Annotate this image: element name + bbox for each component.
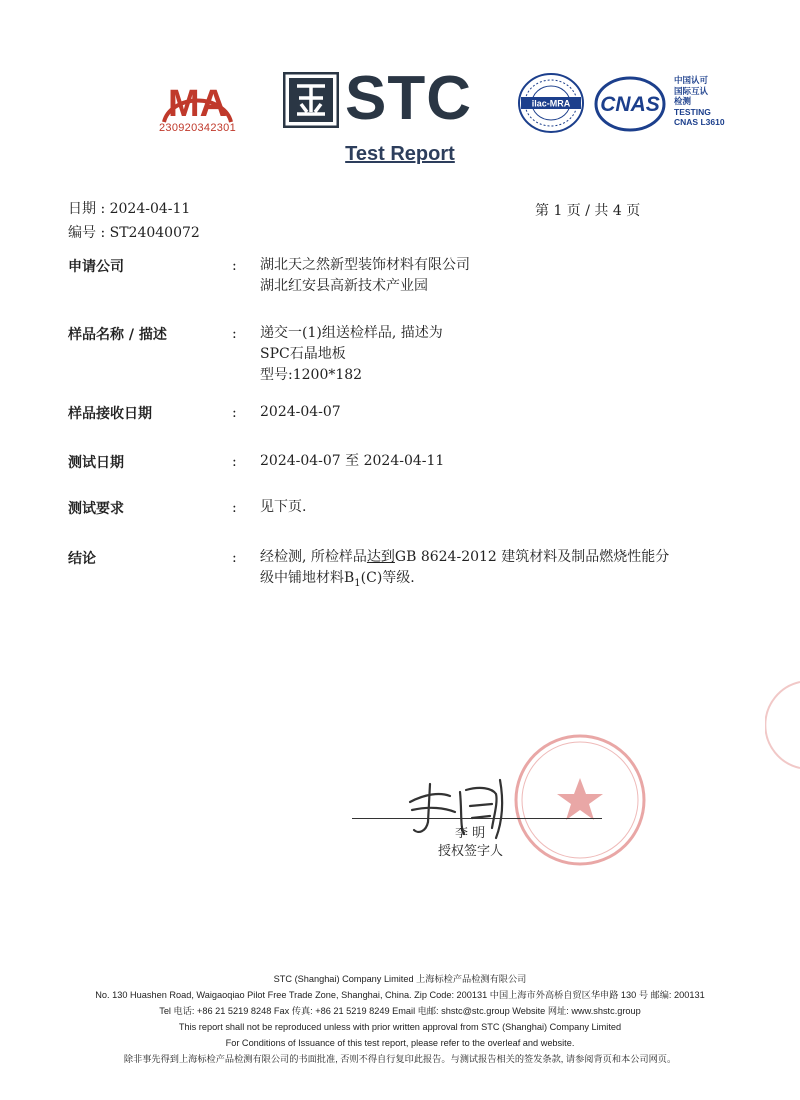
cma-logo-text: MA <box>167 83 228 125</box>
footer-chinese-notice: 除非事先得到上海标检产品检测有限公司的书面批准, 否则不得自行复印此报告。与测试报告相关的签发条款, 请参阅背页和本公司网页。 <box>123 1054 677 1064</box>
footer-contact: Tel 电话: +86 21 5219 8248 Fax 传真: +86 21 5219 8249 Email 电邮: shstc@stc.group Website 网址: www.shstc.group <box>159 1006 641 1016</box>
requirement-value: 见下页. <box>260 499 307 515</box>
page-indicator: 第 1 页 / 共 4 页 <box>535 203 641 219</box>
conclusion-line-1: 经检测, 所检样品达到GB 8624-2012 建筑材料及制品燃烧性能分 <box>260 549 670 565</box>
cnas-accreditation-text <box>674 75 725 128</box>
cma-number: 230920342301 <box>158 122 236 134</box>
requirement-colon: : <box>232 500 237 516</box>
cnas-line: TESTING <box>674 106 711 117</box>
footer-address: No. 130 Huashen Road, Waigaoqiao Pilot Free Trade Zone, Shanghai, China. Zip Code: 200131 中国上海市外高桥自贸区华申路 130 号 邮编: 200131 <box>95 990 705 1000</box>
report-date: 日期 : 2024-04-11 <box>68 201 191 217</box>
partial-seal <box>765 680 800 770</box>
sample-name: SPC石晶地板 <box>260 346 346 362</box>
sample-desc: 递交一(1)组送检样品, 描述为 <box>260 325 443 341</box>
footer <box>0 971 800 1067</box>
signatory-name: 李 明 <box>455 826 486 841</box>
conclusion-value <box>260 547 669 594</box>
sample-label: 样品名称 / 描述 <box>68 327 167 343</box>
company-seal <box>510 730 650 870</box>
received-label: 样品接收日期 <box>68 406 152 422</box>
test-date-value: 2024-04-07 至 2024-04-11 <box>260 453 445 469</box>
conclusion-label: 结论 <box>68 551 96 567</box>
applicant-name: 湖北天之然新型装饰材料有限公司 <box>260 257 470 273</box>
conclusion-result: 达到 <box>366 549 395 565</box>
applicant-label: 申请公司 <box>68 259 124 275</box>
cnas-line: 检测 <box>674 96 692 106</box>
cnas-line: 国际互认 <box>674 85 709 96</box>
report-number: 编号 : ST24040072 <box>68 225 200 241</box>
cnas-brand-text: CNAS <box>600 93 660 116</box>
requirement-label: 测试要求 <box>68 501 124 517</box>
ilac-mra-logo <box>517 72 585 134</box>
sample-value <box>260 323 443 386</box>
applicant-colon: : <box>232 258 237 274</box>
signature-line <box>352 818 602 819</box>
sample-colon: : <box>232 326 237 342</box>
applicant-address: 湖北红安县高新技术产业园 <box>260 278 428 294</box>
test-date-label: 测试日期 <box>68 455 124 471</box>
stc-emblem-icon <box>283 72 339 128</box>
conclusion-line-2: 级中铺地材料$B_1(C)$等级. <box>260 570 415 589</box>
sample-model: 型号:1200*182 <box>260 367 363 383</box>
ilac-mra-text: ilac-MRA <box>531 98 571 109</box>
signatory-role: 授权签字人 <box>438 844 504 859</box>
footer-conditions-notice: For Conditions of Issuance of this test report, please refer to the overleaf and website. <box>225 1038 575 1048</box>
test-date-colon: : <box>232 454 237 470</box>
report-title: Test Report <box>345 143 455 165</box>
footer-company: STC (Shanghai) Company Limited 上海标检产品检测有限公司 <box>273 974 527 984</box>
cnas-line: 中国认可 <box>674 75 709 85</box>
received-value: 2024-04-07 <box>260 404 341 420</box>
cnas-logo <box>594 76 666 132</box>
cnas-line: CNAS L3610 <box>674 117 725 127</box>
stc-brand: STC <box>345 64 472 133</box>
conclusion-colon: : <box>232 550 237 566</box>
applicant-value <box>260 255 470 297</box>
received-colon: : <box>232 405 237 421</box>
footer-reproduction-notice: This report shall not be reproduced unless with prior written approval from STC (Shanghai) Company Limited <box>178 1022 622 1032</box>
